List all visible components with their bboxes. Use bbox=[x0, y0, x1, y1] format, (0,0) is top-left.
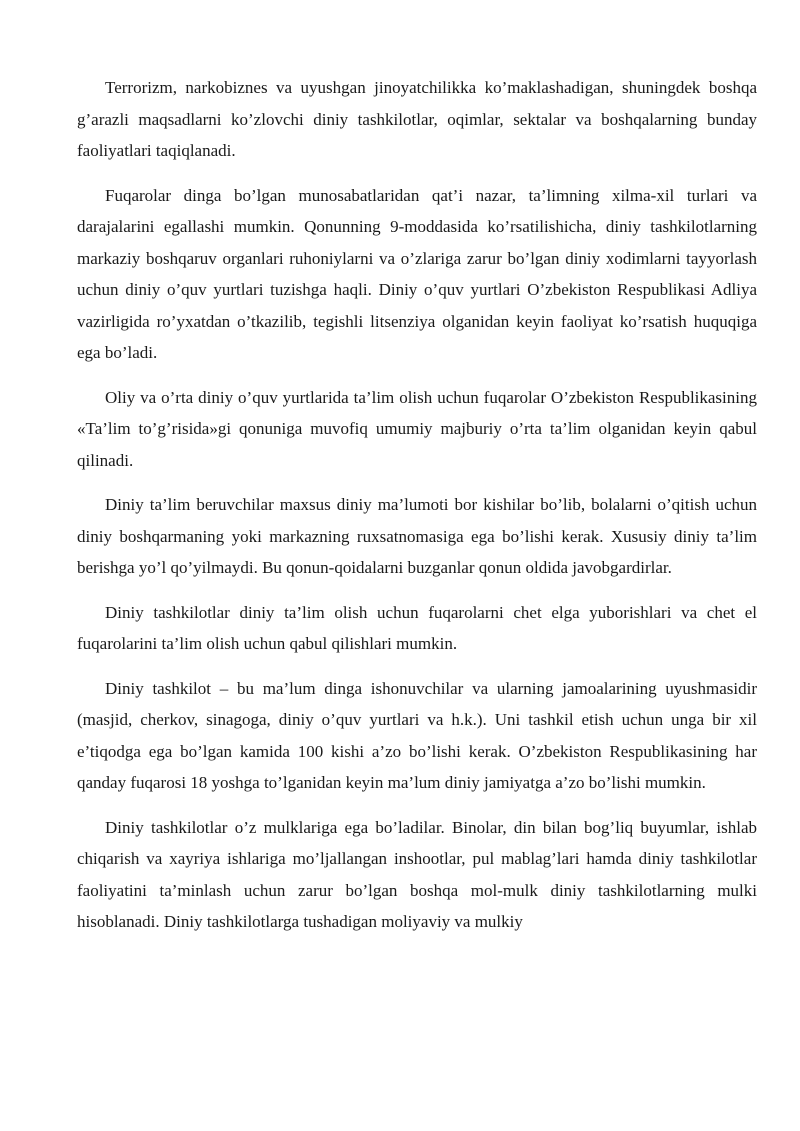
paragraph-religious-education: Fuqarolar dinga bo’lgan munosabatlaridan qat’i nazar, ta’limning xilma-xil turlari va darajalarini egallashi mumkin. Qonunning 9-moddasida ko’rsatilishicha, diniy tashkilotlarning markaziy boshqaruv organlari ruhoniylarni va o’zlariga zarur bo’lgan diniy xodimlarni tayyorlash uchun diniy o’quv yurtlari tuzishga haqli. Diniy o’quv yurtlari O’zbekiston Respublikasi Adliya vazirligida ro’yxatdan o’tkazilib, tegishli litsenziya olganidan keyin faoliyat ko’rsatish huquqiga ega bo’ladi. bbox=[77, 185, 757, 362]
document-page bbox=[77, 72, 757, 951]
paragraph-terrorism-ban: Terrorizm, narkobiznes va uyushgan jinoyatchilikka ko’maklashadigan, shuningdek boshqa g’arazli maqsadlarni ko’zlovchi diniy tashkilotlar, oqimlar, sektalar va boshqalarning bunday faoliyatlari taqiqlanadi. bbox=[77, 78, 757, 160]
paragraph-religious-organization: Diniy tashkilot – bu ma’lum dinga ishonuvchilar va ularning jamoalarining uyushmasidir (masjid, cherkov, sinagoga, diniy o’quv yurtlari va h.k.). Uni tashkil etish uchun unga bir xil e’tiqodga ega bo’lgan kamida 100 kishi a’zo bo’lishi kerak. O’zbekiston Respublikasining har qanday fuqarosi 18 yoshga to’lganidan keyin ma’lum diniy jamiyatga a’zo bo’lishi mumkin. bbox=[77, 678, 757, 792]
paragraph-study-abroad: Diniy tashkilotlar diniy ta’lim olish uchun fuqarolarni chet elga yuborishlari va chet el fuqarolarini ta’lim olish uchun qabul qilishlari mumkin. bbox=[77, 602, 757, 653]
paragraph-property: Diniy tashkilotlar o’z mulklariga ega bo’ladilar. Binolar, din bilan bog’liq buyumlar, ishlab chiqarish va xayriya ishlariga mo’ljallangan inshootlar, pul mablag’lari hamda diniy tashkilotlar faoliyatini ta’minlash uchun zarur bo’lgan boshqa mol-mulk diniy tashkilotlarning mulki hisoblanadi. Diniy tashkilotlarga tushadigan moliyaviy va mulkiy bbox=[77, 817, 757, 931]
paragraph-teachers: Diniy ta’lim beruvchilar maxsus diniy ma’lumoti bor kishilar bo’lib, bolalarni o’qitish uchun diniy boshqarmaning yoki markazning ruxsatnomasiga ega bo’lishi kerak. Xususiy diniy ta’lim berishga yo’l qo’yilmaydi. Bu qonun-qoidalarni buzganlar qonun oldida javobgardirlar. bbox=[77, 495, 757, 577]
paragraph-admission: Oliy va o’rta diniy o’quv yurtlarida ta’lim olish uchun fuqarolar O’zbekiston Respublikasining «Ta’lim to’g’risida»gi qonuniga muvofiq umumiy majburiy o’rta ta’lim olganidan keyin qabul qilinadi. bbox=[77, 387, 757, 470]
